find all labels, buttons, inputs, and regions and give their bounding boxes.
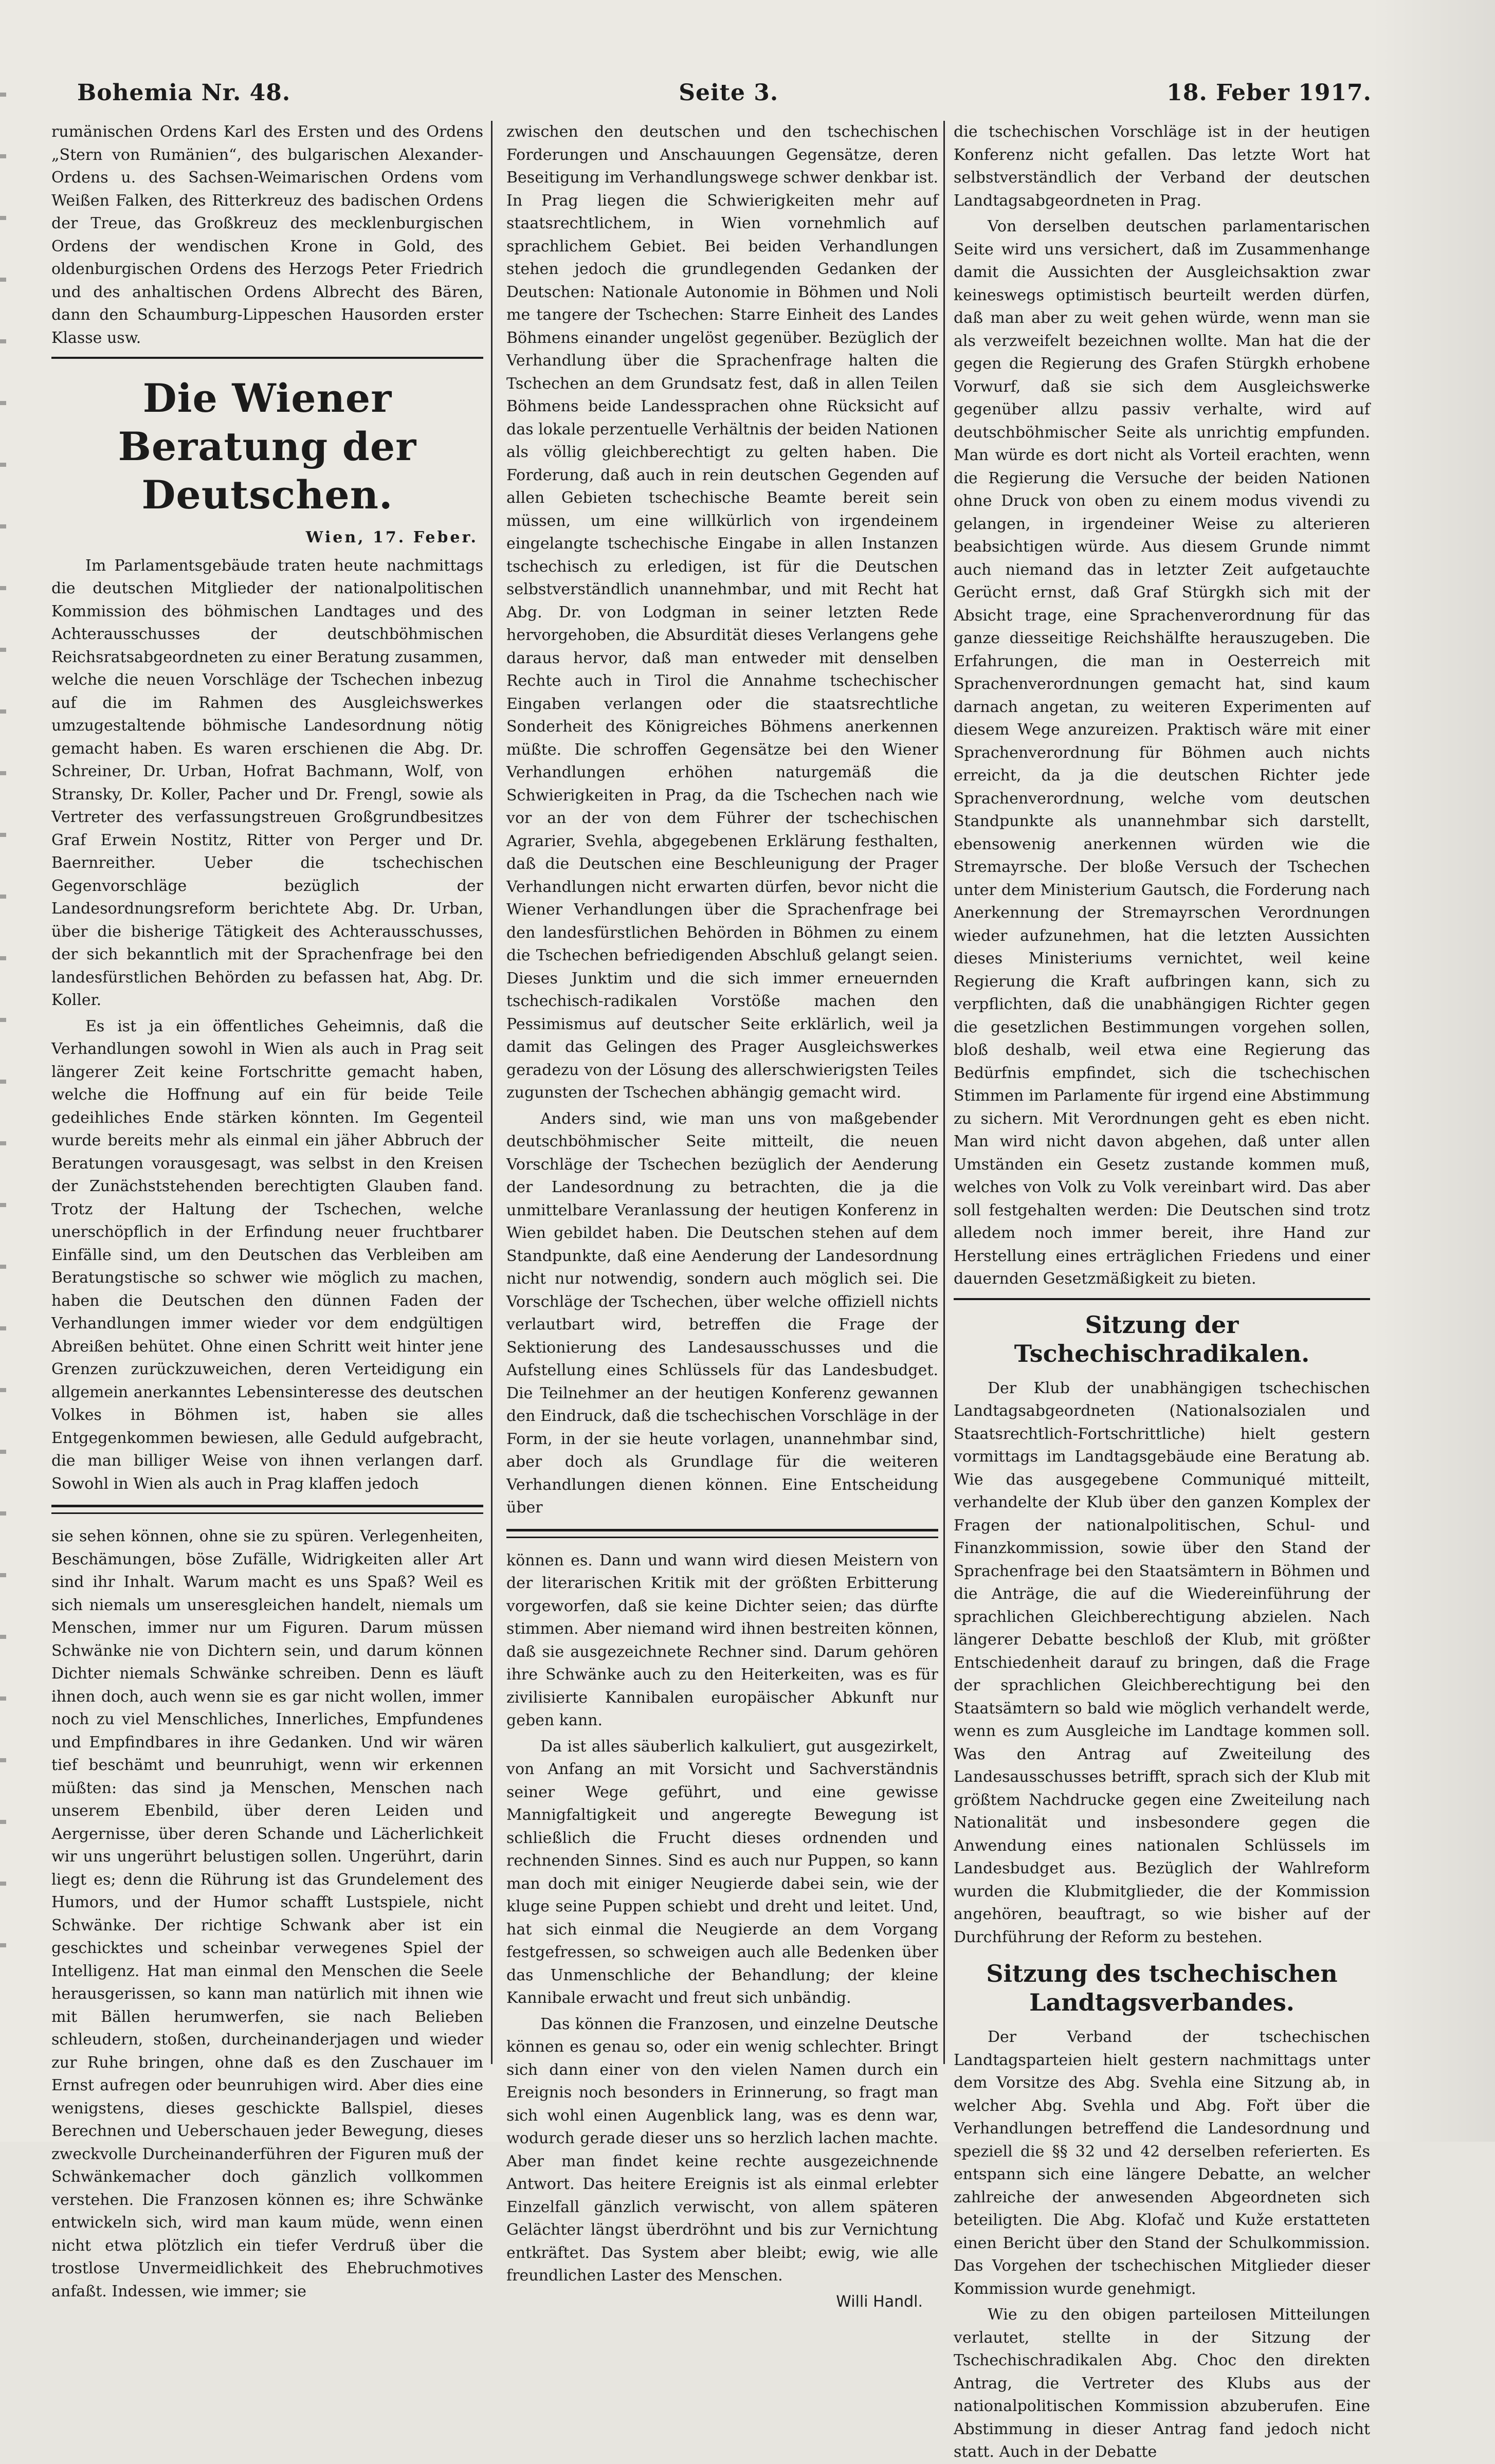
header-center: Seite 3. [679,79,779,106]
section-heading: Sitzung der Tschechischradikalen. [1014,1310,1310,1367]
section-rule [51,357,483,359]
column-1 [51,121,483,2301]
author-signature: Willi Handl. [836,2292,923,2311]
article-paragraph: Im Parlamentsgebäude traten heute nachmittags die deutschen Mitglieder der nationalpolitischen Kommission des böhmischen Landtages und des Achterausschusses der deutschböhmischen Reichsratsabgeordneten zu einer Beratung zusammen, welche die neuen Vorschläge der Tschechen inbezug auf die im Rahmen des Ausgleichswerkes umzugestaltende böhmische Landesordnung nötig gemacht haben. Es waren erschienen die Abg. Dr. Schreiner, Dr. Urban, Hofrat Bachmann, Wolf, von Stransky, Dr. Koller, Pacher und Dr. Frengl, sowie als Vertreter des verfassungstreuen Großgrundbesitzes Graf Erwein Nostitz, Ritter von Perger und Dr. Baernreither. Ueber die tschechischen Gegenvorschläge bezüglich der Landesordnungsreform berichtete Abg. Dr. Urban, über die bisherige Tätigkeit des Achterausschusses, der sich bekanntlich mit der Sprachenfrage bei den landesfürstlichen Behörden zu befassen hat, Abg. Dr. Koller. [51,556,483,1009]
section-heading: Sitzung des tschechischen Landtagsverbandes. [986,1960,1338,2016]
feuilleton-paragraph: sie sehen können, ohne sie zu spüren. Verlegenheiten, Beschämungen, böse Zufälle, Widrigkeiten aller Art sind ihr Inhalt. Warum macht es uns Spaß? Weil es sich niemals um unseresgleichen handelt, niemals um Menschen, immer nur um Figuren. Darum müssen Schwänke nie von Dichtern sein, und darum können Dichter niemals Schwänke schreiben. Denn es läuft ihnen doch, auch wenn sie es gar nicht wollen, immer noch zu viel Menschliches, Innerliches, Empfundenes und Empfindbares in ihre Gedanken. Und wir wären tief beschämt und beunruhigt, wenn wir erkennen müßten: das sind ja Menschen, Menschen nach unserem Ebenbild, über deren Leiden und Aergernisse, über deren Schande und Lächerlichkeit wir uns ungerührt belustigen sollen. Ungerührt, darin liegt es; denn die Rührung ist das Grundelement des Humors, und der Humor schafft Lustspiele, nicht Schwänke. Der richtige Schwank aber ist ein geschicktes und scheinbar verwegenes Spiel der Intelligenz. Hat man einmal den Menschen die Seele herausgerissen, so kann man natürlich mit ihnen wie mit Bällen herumwerfen, sie nach Belieben schleudern, stoßen, durcheinanderjagen und wieder zur Ruhe bringen, ohne daß es den Zuschauer im Ernst aufregen oder beunruhigen wird. Aber dies eine wenigstens, dieses geschickte Ballspiel, dieses Berechnen und Ueberschauen jeder Bewegung, dieses zweckvolle Durcheinanderführen der Figuren muß der Schwänkemacher doch gänzlich vollkommen verstehen. Die Franzosen können es; ihre Schwänke entwickeln sich, wird man kaum müde, wenn einen nicht etwa plötzlich ein tiefer Verdruß über die trostlose Unvermeidlichkeit des Ehebruchmotives anfaßt. Indessen, wie immer; sie [51,1527,483,2301]
scan-shadow [1372,0,1495,2142]
feuilleton-rule [506,1529,938,1538]
article-paragraph: Anders sind, wie man uns von maßgebender deutschböhmischer Seite mitteilt, die neuen Vorschläge der Tschechen bezüglich der Aenderung der Landesordnung zu betrachten, die ja die unmittelbare Veranlassung der heutigen Konferenz in Wien gebildet haben. Die Deutschen stehen auf dem Standpunkte, daß eine Aenderung der Landesordnung nicht nur notwendig, sondern auch möglich sei. Die Vorschläge der Tschechen, über welche offiziell nichts verlautbart wird, betreffen die Frage der Sektionierung des Landesausschusses und die Aufstellung eines Schlüssels für das Landesbudget. Die Teilnehmer an der heutigen Konferenz gewannen den Eindruck, daß die tschechischen Vorschläge in der Form, in der sie heute vorlagen, unannehmbar sind, aber doch als Grundlage für die weiteren Verhandlungen dienen können. Eine Entscheidung über [506,1109,938,1517]
feuilleton-rule [51,1505,483,1514]
feuilleton-paragraph: Da ist alles säuberlich kalkuliert, gut ausgezirkelt, von Anfang an mit Vorsicht und Sachverständnis seiner Wege geführt, und eine gewisse Mannigfaltigkeit und angeregte Bewegung ist schließlich die Frucht dieses ordnenden und rechnenden Sinnes. Sind es auch nur Puppen, so kann man doch mit einiger Neugierde dabei sein, wie der kluge seine Puppen schiebt und dreht und leitet. Und, hat sich einmal die Neugierde an dem Vorgang festgefressen, so schweigen auch alle Bedenken über das Unmenschliche der Behandlung; der kleine Kannibale erwacht und freut sich unbändig. [506,1737,938,2007]
article-paragraph: Es ist ja ein öffentliches Geheimnis, daß die Verhandlungen sowohl in Wien als auch in Prag seit längerer Zeit keine Fortschritte gemacht haben, welche die Hoffnung auf ein für beide Teile gedeihliches Ende stärken könnten. Im Gegenteil wurde bereits mehr als einmal ein jäher Abbruch der Beratungen vorausgesagt, was selbst in den Kreisen der Zunächststehenden berechtigten Glauben fand. Trotz der Haltung der Tschechen, welche unerschöpflich in der Erfindung neuer fruchtbarer Einfälle sind, um den Deutschen das Verbleiben am Beratungstische so schwer wie möglich zu machen, haben die Deutschen den dünnen Faden der Verhandlungen immer wieder vor dem endgültigen Abreißen behütet. Ohne einen Schritt weit hinter jene Grenzen zurückzuweichen, deren Verteidigung ein allgemein anerkanntes Lebensinteresse des deutschen Volkes in Böhmen ist, haben sie alles Entgegenkommen bewiesen, alle Geduld aufgebracht, die man billiger Weise von ihnen verlangen darf. Sowohl in Wien als auch in Prag klaffen jedoch [51,1017,483,1493]
column-2 [506,121,938,2311]
feuilleton-paragraph: Das können die Franzosen, und einzelne Deutsche können es genau so, oder ein wenig schlechter. Bringt sich dann einer von den vielen Namen durch ein Ereignis noch besonders in Erinnerung, so fragt man sich wohl einen Augenblick lang, was es denn war, wodurch gerade dieser uns so herzlich lachen machte. Aber man findet keine rechte ausgezeichnende Antwort. Das heitere Ereignis ist als einmal erlebter Einzelfall gänzlich verwischt, von allem späteren Gelächter längst überdröhnt und bis zur Vernichtung entkräftet. Das System aber bleibt; ewig, wie alle freundlichen Laster des Menschen. [506,2015,938,2285]
article-paragraph: Der Klub der unabhängigen tschechischen Landtagsabgeordneten (Nationalsozialen und Staatsrechtlich-Fortschrittliche) hielt gestern vormittags im Landtagsgebäude eine Beratung ab. Wie das ausgegebene Communiqué mitteilt, verhandelte der Klub über den ganzen Komplex der Fragen der nationalpolitischen, Schul- und Finanzkommission, sowie über den Stand der Sprachenfrage bei den Staatsämtern in Böhmen und die Anträge, die auf die Wiedereinführung der sprachlichen Gleichberechtigung abzielen. Nach längerer Debatte beschloß der Klub, mit größter Entschiedenheit darauf zu bringen, daß die Frage der sprachlichen Gleichberechtigung bei den Staatsämtern so bald wie möglich verhandelt werde, wenn es zum Ausgleiche im Landtage kommen soll. Was den Antrag auf Zweiteilung des Landesausschusses betrifft, sprach sich der Klub mit größtem Nachdrucke gegen eine Zweiteilung nach Nationalität und insbesondere gegen die Anwendung eines nationalen Schlüssels im Landesbudget aus. Bezüglich der Wahlreform wurden die Klubmitglieder, die der Kommission angehören, beauftragt, so wie bisher auf der Durchführung der Reform zu bestehen. [954,1379,1370,1946]
feuilleton-paragraph: können es. Dann und wann wird diesen Meistern von der literarischen Kritik mit der größten Erbitterung vorgeworfen, daß sie keine Dichter seien; das dürfte stimmen. Aber niemand wird ihnen bestreiten können, daß sie ausgezeichnete Rechner sind. Darum gehören ihre Schwänke auch zu den Heiterkeiten, was es für zivilisierte Kannibalen europäischer Abkunft nur geben kann. [506,1551,938,1729]
dateline: Wien, 17. Feber. [305,528,478,546]
article-paragraph: Der Verband der tschechischen Landtagsparteien hielt gestern nachmittags unter dem Vorsitze des Abg. Svehla eine Sitzung ab, in welcher Abg. Svehla und Abg. Fořt über die Verhandlungen betreffend die Landesordnung und speziell die §§ 32 und 42 derselben referierten. Es entspann sich eine längere Debatte, an welcher zahlreiche der anwesenden Abgeordneten sich beteiligten. Die Abg. Klofač und Kuže erstatteten einen Bericht über den Stand der Schulkommission. Das Vorgehen der tschechischen Mitglieder dieser Kommission wurde genehmigt. [954,2028,1370,2298]
article-paragraph: zwischen den deutschen und den tschechischen Forderungen und Anschauungen Gegensätze, deren Beseitigung im Verhandlungswege schwer denkbar ist. In Prag liegen die Schwierigkeiten mehr auf staatsrechtlichem, in Wien vornehmlich auf sprachlichem Gebiet. Bei beiden Verhandlungen stehen jedoch die grundlegenden Gedanken der Deutschen: Nationale Autonomie in Böhmen und Noli me tangere der Tschechen: Starre Einheit des Landes Böhmens einander ungelöst gegenüber. Bezüglich der Verhandlung über die Sprachenfrage halten die Tschechen an dem Grundsatz fest, daß in allen Teilen Böhmens beide Landessprachen ohne Rücksicht auf das lokale perzentuelle Verhältnis der beiden Nationen als völlig gleichberechtigt zu gelten haben. Die Forderung, daß auch in rein deutschen Gegenden auf allen Gebieten tschechische Beamte bereit sein müssen, um eine willkürlich von irgendeinem eingelangte tschechische Eingabe in allen Instanzen tschechisch zu erledigen, ist für die Deutschen selbstverständlich unannehmbar, und mit Recht hat Abg. Dr. von Lodgman in seiner letzten Rede hervorgehoben, die Absurdität dieses Verlangens gehe daraus hervor, daß man entweder mit denselben Rechte auch in Tirol die Annahme tschechischer Eingaben verlangen oder die staatsrechtliche Sonderheit des Königreiches Böhmens anerkennen müßte. Die schroffen Gegensätze bei den Wiener Verhandlungen erhöhen naturgemäß die Schwierigkeiten in Prag, da die Tschechen nach wie vor an der von dem Führer der tschechischen Agrarier, Svehla, abgegebenen Erklärung festhalten, daß die Deutschen eine Beschleunigung der Prager Verhandlungen nicht erwarten dürfen, bevor nicht die Wiener Verhandlungen über die Sprachenfrage bei den landesfürstlichen Behörden in Böhmen zu einem die Tschechen befriedigenden Abschluß gelangt seien. Dieses Junktim und die sich immer erneuernden tschechisch-radikalen Vorstöße machen den Pessimismus auf deutscher Seite erklärlich, weil ja damit das Gelingen des Prager Ausgleichswerkes geradezu von der Lösung des allerschwierigsten Teiles zugunsten der Tschechen abhängig gemacht wird. [506,123,938,1102]
column-divider [491,121,493,2064]
header-right: 18. Feber 1917. [1166,79,1372,106]
article-paragraph: Wie zu den obigen parteilosen Mitteilungen verlautet, stellte in der Sitzung der Tschechischradikalen Abg. Choc den direkten Antrag, die Vertreter des Klubs aus der nationalpolitischen Kommission abzuberufen. Eine Abstimmung in dieser Antrag fand jedoch nicht statt. Auch in der Debatte [954,2306,1370,2461]
binding-margin [0,93,6,1995]
column-divider [943,121,945,2064]
header-left: Bohemia Nr. 48. [77,79,291,106]
section-rule [954,1298,1370,1300]
intro-paragraph: rumänischen Ordens Karl des Ersten und des Ordens „Stern von Rumänien“, des bulgarischen Alexander-Ordens u. des Sachsen-Weimarischen Ordens vom Weißen Falken, des Ritterkreuz des badischen Ordens der Treue, das Großkreuz des mecklenburgischen Ordens der wendischen Krone in Gold, des oldenburgischen Ordens des Herzogs Peter Friedrich und des anhaltischen Ordens Albrecht des Bären, dann den Schaumburg-Lippeschen Hausorden erster Klasse usw. [51,123,483,347]
article-paragraph: Von derselben deutschen parlamentarischen Seite wird uns versichert, daß im Zusammenhange damit die Aussichten der Ausgleichsaktion zwar keineswegs optimistisch beurteilt werden dürfen, daß man aber zu weit gehen würde, wenn man sie als verzweifelt bezeichnen wollte. Man hat die der gegen die Regierung des Grafen Stürgkh erhobene Vorwurf, daß sie sich dem Ausgleichswerke gegenüber allzu passiv verhalte, wird auf deutschböhmischer Seite als unrichtig empfunden. Man würde es dort nicht als Vorteil erachten, wenn die Regierung die Versuche der beiden Nationen ohne Druck von oben zu einem modus vivendi zu gelangen, in irgendeiner Weise zu alterieren beabsichtigen würde. Aus diesem Grunde nimmt auch niemand das in letzter Zeit aufgetauchte Gerücht ernst, daß Graf Stürgkh sich mit der Absicht trage, eine Sprachenverordnung für das ganze diesseitige Reichshälfte herauszugeben. Die Erfahrungen, die man in Oesterreich mit Sprachenverordnungen gemacht hat, sind kaum darnach angetan, zu weiteren Experimenten auf diesem Wege anzureizen. Praktisch wäre mit einer Sprachenverordnung für Böhmen auch nichts erreicht, da ja die deutschen Richter jede Sprachenverordnung, welche vom deutschen Standpunkte als unannehmbar sich darstellt, ebensowenig anerkennen würden wie die Stremayrsche. Der bloße Versuch der Tschechen unter dem Ministerium Gautsch, die Forderung nach Anerkennung der Stremayrschen Verordnungen wieder aufzunehmen, hat die letzten Aussichten dieses Ministeriums vernichtet, weil keine Regierung die Kraft aufbringen kann, sich zu verpflichten, daß die unabhängigen Richter gegen die gesetzlichen Bestimmungen vorgehen sollen, bloß deshalb, weil etwa eine Regierung das Bedürfnis empfindet, sich die tschechischen Stimmen im Parlamente für irgend eine Abstimmung zu sichern. Mit Verordnungen geht es eben nicht. Man wird nicht davon abgehen, daß unter allen Umständen ein Gesetz zustande kommen muß, welches von Volk zu Volk vereinbart wird. Das aber soll festgehalten werden: Die Deutschen sind trotz alledem noch immer bereit, ihre Hand zur Herstellung eines erträglichen Friedens und einer dauernden Gesetzmäßigkeit zu bieten. [954,217,1370,1288]
page-header [77,77,1372,108]
headline: Die Wiener Beratung der Deutschen. [118,375,417,518]
article-paragraph: die tschechischen Vorschläge ist in der heutigen Konferenz nicht gefallen. Das letzte Wort hat selbstverständlich der Verband der deutschen Landtagsabgeordneten in Prag. [954,123,1370,210]
column-3 [954,121,1370,2461]
